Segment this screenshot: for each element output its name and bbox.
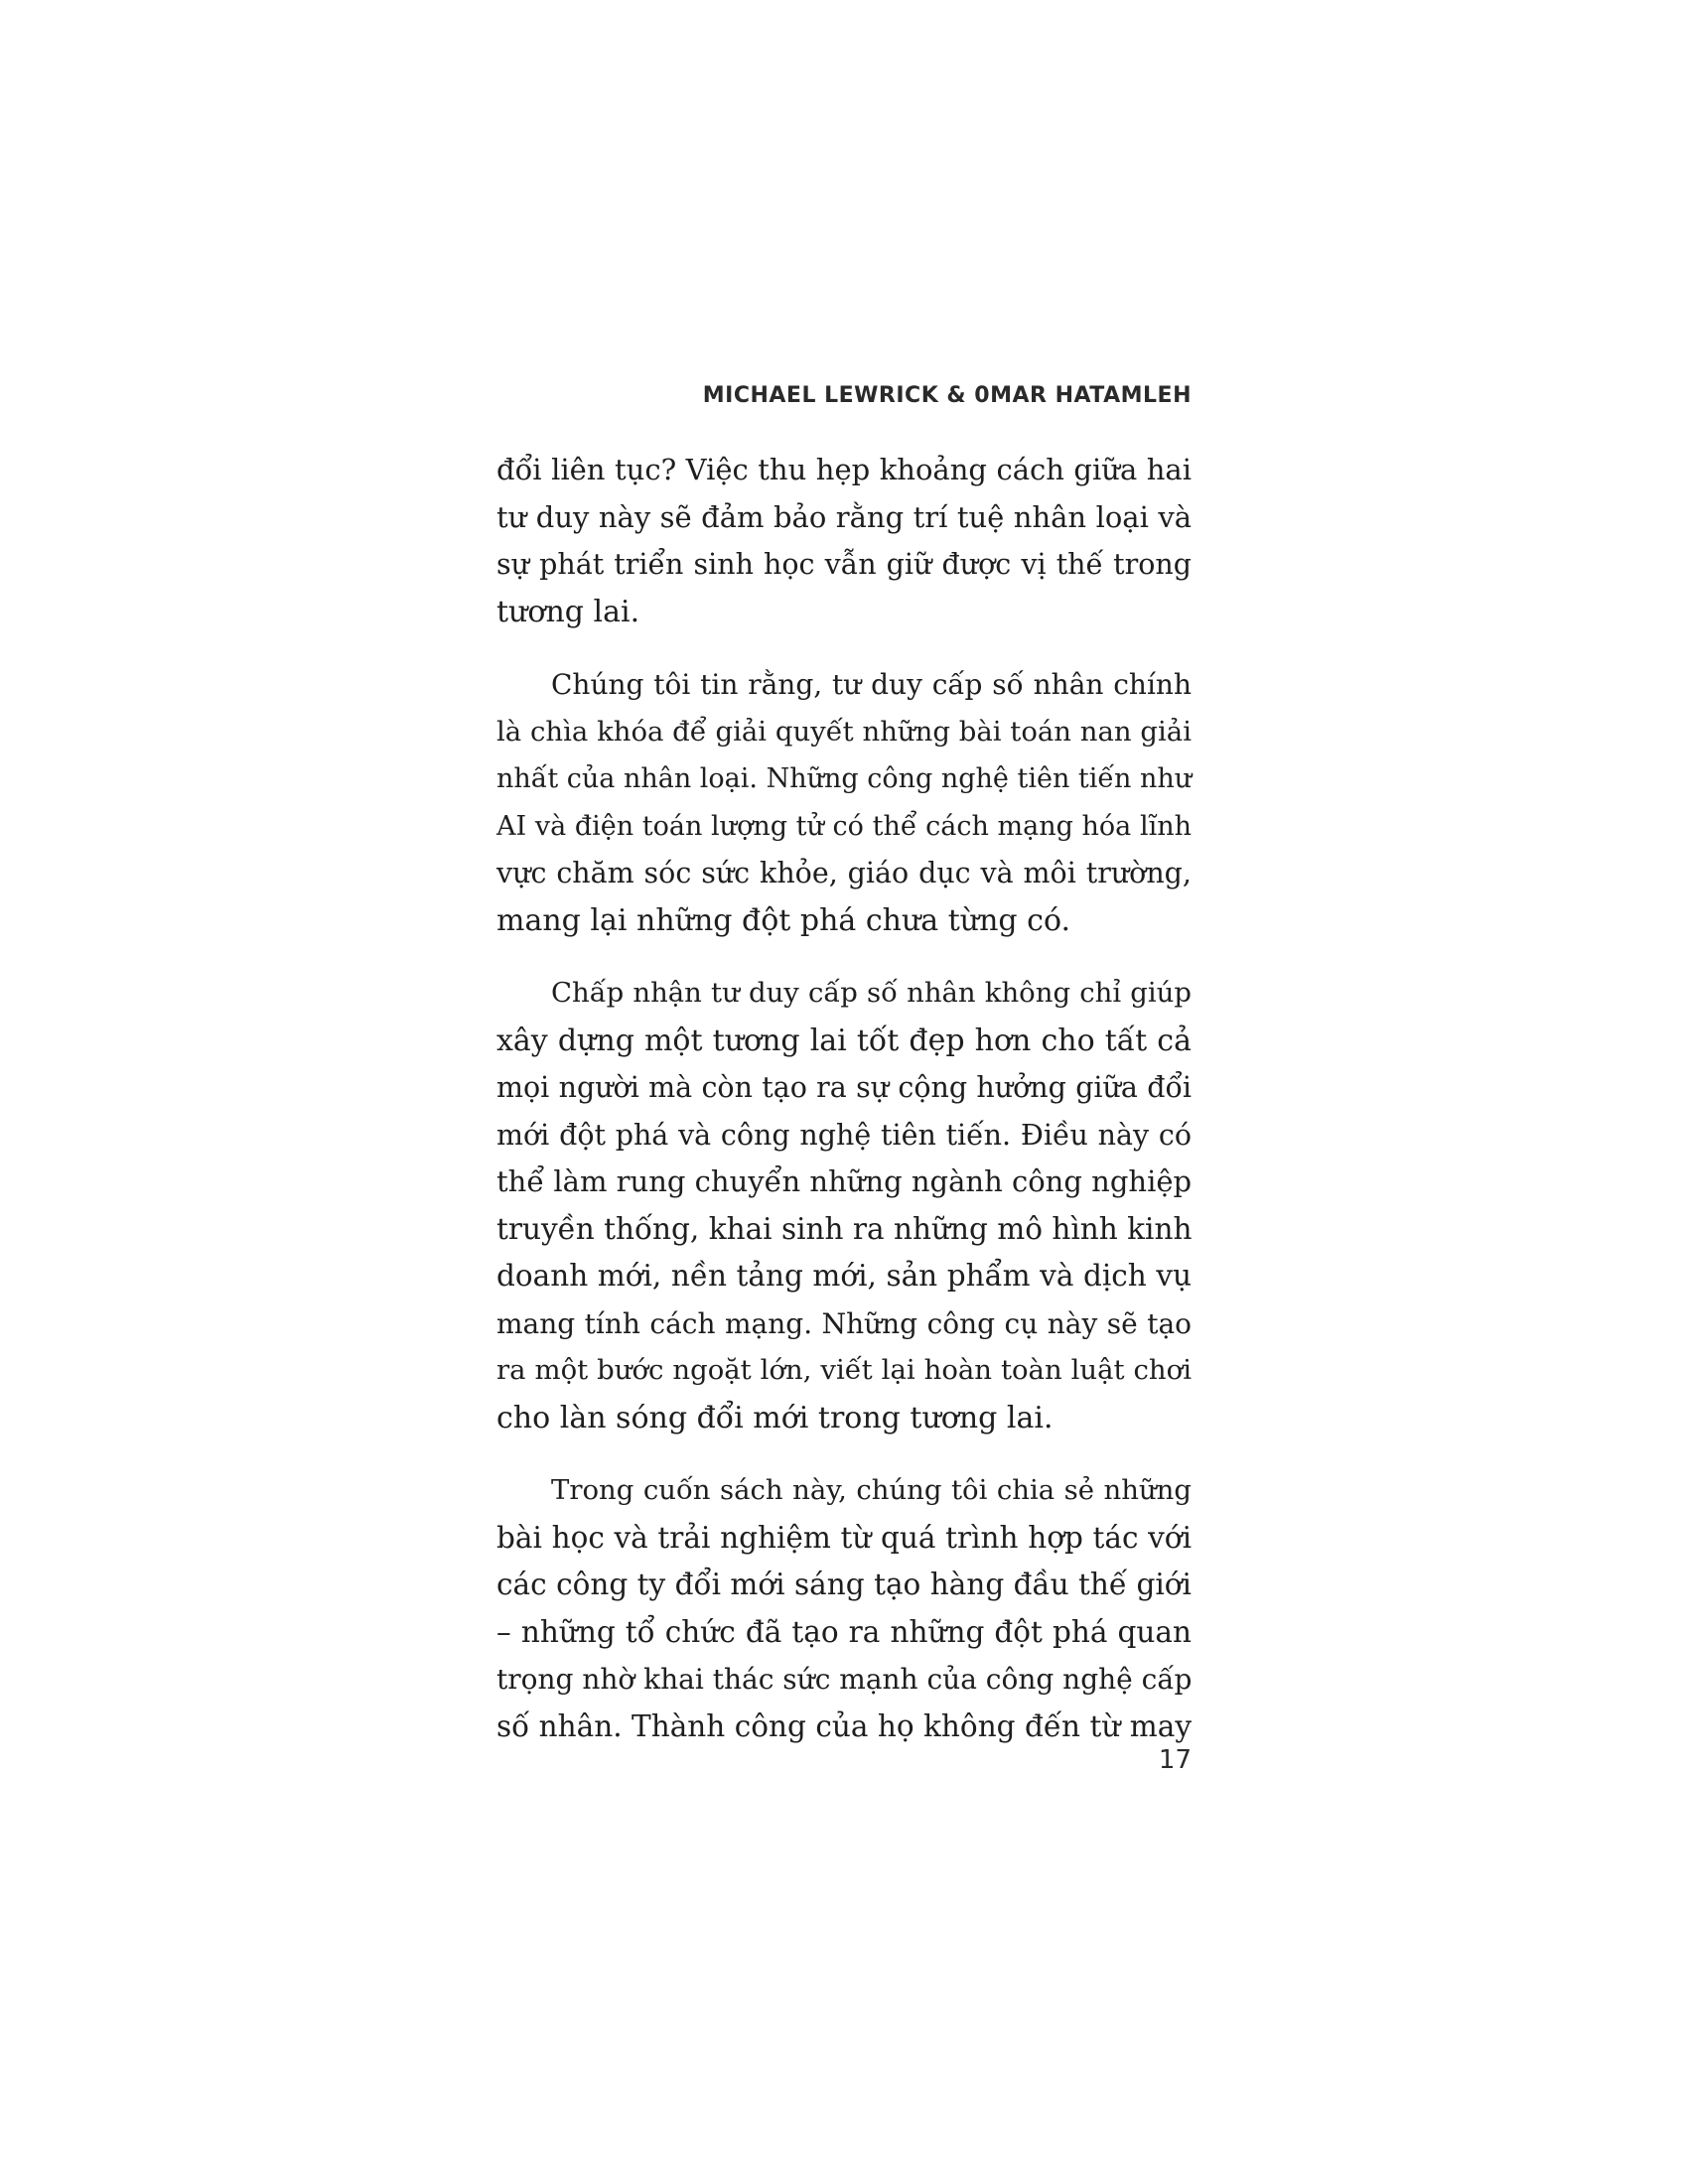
text-line: số nhân. Thành công của họ không đến từ may xyxy=(496,1708,1192,1743)
text-line: mới đột phá và công nghệ tiên tiến. Điều này có xyxy=(496,1118,1192,1152)
text-line: là chìa khóa để giải quyết những bài toán nan giải xyxy=(496,715,1192,748)
paragraph xyxy=(496,661,1192,944)
text-line: ra một bước ngoặt lớn, viết lại hoàn toàn luật chơi xyxy=(496,1354,1192,1386)
running-head: MICHAEL LEWRICK & 0MAR HATAMLEH xyxy=(702,383,1192,408)
text-line: mang tính cách mạng. Những công cụ này sẽ tạo xyxy=(496,1306,1192,1340)
text-line: tư duy này sẽ đảm bảo rằng trí tuệ nhân loại và xyxy=(496,499,1192,534)
text-line: Trong cuốn sách này, chúng tôi chia sẻ những xyxy=(551,1474,1192,1506)
text-line: nhất của nhân loại. Những công nghệ tiên tiến như xyxy=(496,763,1193,794)
text-line: mang lại những đột phá chưa từng có. xyxy=(496,902,1071,938)
text-line: Chúng tôi tin rằng, tư duy cấp số nhân chính xyxy=(551,668,1192,701)
text-line: doanh mới, nền tảng mới, sản phẩm và dịch vụ xyxy=(496,1259,1192,1293)
text-line: các công ty đổi mới sáng tạo hàng đầu thế giới xyxy=(496,1568,1192,1601)
paragraph xyxy=(496,970,1192,1441)
text-line: mọi người mà còn tạo ra sự cộng hưởng giữa đổi xyxy=(496,1071,1192,1104)
text-line: truyền thống, khai sinh ra những mô hình kinh xyxy=(496,1211,1193,1246)
body-text xyxy=(496,447,1192,1750)
text-line: tương lai. xyxy=(496,594,640,629)
text-line: sự phát triển sinh học vẫn giữ được vị thế trong xyxy=(496,548,1192,581)
text-line: vực chăm sóc sức khỏe, giáo dục và môi trường, xyxy=(496,857,1192,889)
text-line: xây dựng một tương lai tốt đẹp hơn cho tất cả xyxy=(496,1023,1192,1058)
paragraph xyxy=(496,447,1192,635)
text-line: – những tổ chức đã tạo ra những đột phá quan xyxy=(496,1614,1192,1649)
paragraph xyxy=(496,1467,1192,1750)
text-line: AI và điện toán lượng tử có thể cách mạng hóa lĩnh xyxy=(496,810,1192,842)
text-line: thể làm rung chuyển những ngành công nghiệp xyxy=(496,1164,1193,1198)
text-line: Chấp nhận tư duy cấp số nhân không chỉ giúp xyxy=(551,977,1192,1009)
text-line: trọng nhờ khai thác sức mạnh của công nghệ cấp xyxy=(496,1663,1193,1696)
text-line: cho làn sóng đổi mới trong tương lai. xyxy=(496,1400,1054,1435)
page-number: 17 xyxy=(1158,1745,1192,1775)
text-line: đổi liên tục? Việc thu hẹp khoảng cách giữa hai xyxy=(496,453,1192,486)
text-line: bài học và trải nghiệm từ quá trình hợp tác với xyxy=(496,1520,1192,1555)
